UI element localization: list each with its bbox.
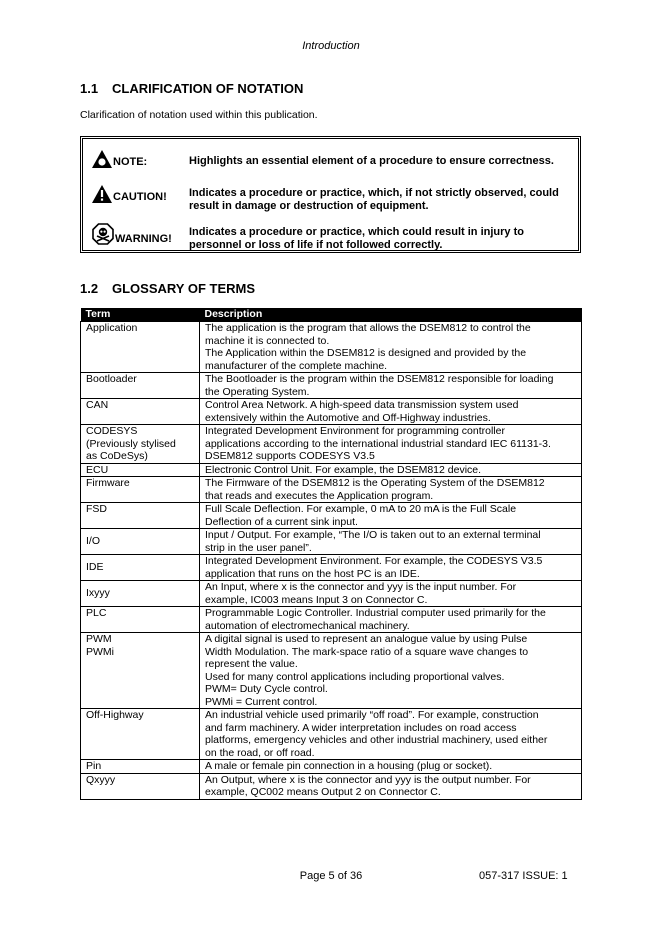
glossary-term: FSD — [81, 503, 200, 529]
glossary-term: IDE — [81, 555, 200, 581]
notation-description: Highlights an essential element of a procedure to ensure correctness. — [189, 155, 554, 167]
glossary-description: Integrated Development Environment. For example, the CODESYS V3.5 application that runs on the host PC is an IDE. — [200, 555, 582, 581]
table-row — [81, 322, 582, 373]
glossary-description: The Bootloader is the program within the DSEM812 responsible for loading the Operating System. — [200, 373, 582, 399]
section-heading-notation — [80, 81, 303, 96]
table-row — [81, 773, 582, 799]
glossary-term: I/O — [81, 529, 200, 555]
table-row — [81, 555, 582, 581]
section-number: 1.2 — [80, 281, 99, 296]
glossary-description: The application is the program that allows the DSEM812 to control the machine it is connected to. The Application within the DSEM812 is designed and provided by the manufacturer of the complete machine. — [200, 322, 582, 373]
table-row — [81, 529, 582, 555]
caution-icon — [92, 185, 112, 203]
table-row — [81, 633, 582, 709]
document-issue: 057-317 ISSUE: 1 — [479, 870, 568, 882]
glossary-description: A digital signal is used to represent an analogue value by using Pulse Width Modulation. The mark-space ratio of a square wave changes to represent the value. Used for many control applications including proportional valves. PWM= Duty Cycle control. PWMi = Current control. — [200, 633, 582, 709]
table-row — [81, 399, 582, 425]
glossary-term: Off-Highway — [81, 709, 200, 760]
column-header-term: Term — [81, 308, 200, 322]
table-row — [81, 425, 582, 464]
glossary-term: Bootloader — [81, 373, 200, 399]
section-intro: Clarification of notation used within this publication. — [80, 109, 318, 121]
table-row — [81, 607, 582, 633]
table-row — [81, 373, 582, 399]
note-icon — [92, 150, 112, 168]
table-row — [81, 581, 582, 607]
glossary-description: Programmable Logic Controller. Industrial computer used primarily for the automation of electromechanical machinery. — [200, 607, 582, 633]
glossary-description: An Output, where x is the connector and yyy is the output number. For example, QC002 means Output 2 on Connector C. — [200, 773, 582, 799]
section-number: 1.1 — [80, 81, 99, 96]
page-number: Page 5 of 36 — [299, 870, 363, 882]
glossary-description: An Input, where x is the connector and yyy is the input number. For example, IC003 means Input 3 on Connector C. — [200, 581, 582, 607]
notation-description: Indicates a procedure or practice, which, if not strictly observed, could result in damage or destruction of equipment. — [189, 187, 559, 212]
glossary-term: Ixyyy — [81, 581, 200, 607]
glossary-description: The Firmware of the DSEM812 is the Operating System of the DSEM812 that reads and executes the Application program. — [200, 477, 582, 503]
glossary-term: PWM PWMi — [81, 633, 200, 709]
notation-label: NOTE: — [113, 156, 148, 168]
table-row — [81, 760, 582, 774]
notation-label: WARNING! — [115, 233, 172, 245]
glossary-term: PLC — [81, 607, 200, 633]
page-header: Introduction — [302, 40, 360, 52]
glossary-term: Qxyyy — [81, 773, 200, 799]
warning-icon — [92, 223, 114, 245]
section-heading-glossary — [80, 281, 255, 296]
glossary-term: ECU — [81, 463, 200, 477]
glossary-table — [80, 308, 582, 800]
glossary-term: CAN — [81, 399, 200, 425]
section-title: GLOSSARY OF TERMS — [112, 281, 256, 296]
glossary-description: An industrial vehicle used primarily “off road”. For example, construction and farm machinery. A wider interpretation includes on road access platforms, emergency vehicles and other industrial machinery, used either on the road, or off road. — [200, 709, 582, 760]
column-header-description: Description — [200, 308, 582, 322]
glossary-term: CODESYS (Previously stylised as CoDeSys) — [81, 425, 200, 464]
glossary-description: Input / Output. For example, “The I/O is taken out to an external terminal strip in the user panel”. — [200, 529, 582, 555]
notation-box — [80, 136, 581, 253]
table-row — [81, 463, 582, 477]
glossary-description: Full Scale Deflection. For example, 0 mA to 20 mA is the Full Scale Deflection of a current sink input. — [200, 503, 582, 529]
section-title: CLARIFICATION OF NOTATION — [112, 81, 304, 96]
glossary-term: Application — [81, 322, 200, 373]
glossary-term: Firmware — [81, 477, 200, 503]
table-header-row — [81, 308, 582, 322]
table-row — [81, 503, 582, 529]
glossary-description: A male or female pin connection in a housing (plug or socket). — [200, 760, 582, 774]
table-row — [81, 477, 582, 503]
glossary-description: Control Area Network. A high-speed data transmission system used extensively within the Automotive and Off-Highway industries. — [200, 399, 582, 425]
glossary-description: Electronic Control Unit. For example, the DSEM812 device. — [200, 463, 582, 477]
glossary-description: Integrated Development Environment for programming controller applications according to the international industrial standard IEC 61131-3. DSEM812 supports CODESYS V3.5 — [200, 425, 582, 464]
glossary-term: Pin — [81, 760, 200, 774]
notation-description: Indicates a procedure or practice, which could result in injury to personnel or loss of life if not followed correctly. — [189, 226, 524, 251]
notation-label: CAUTION! — [113, 191, 167, 203]
table-row — [81, 709, 582, 760]
